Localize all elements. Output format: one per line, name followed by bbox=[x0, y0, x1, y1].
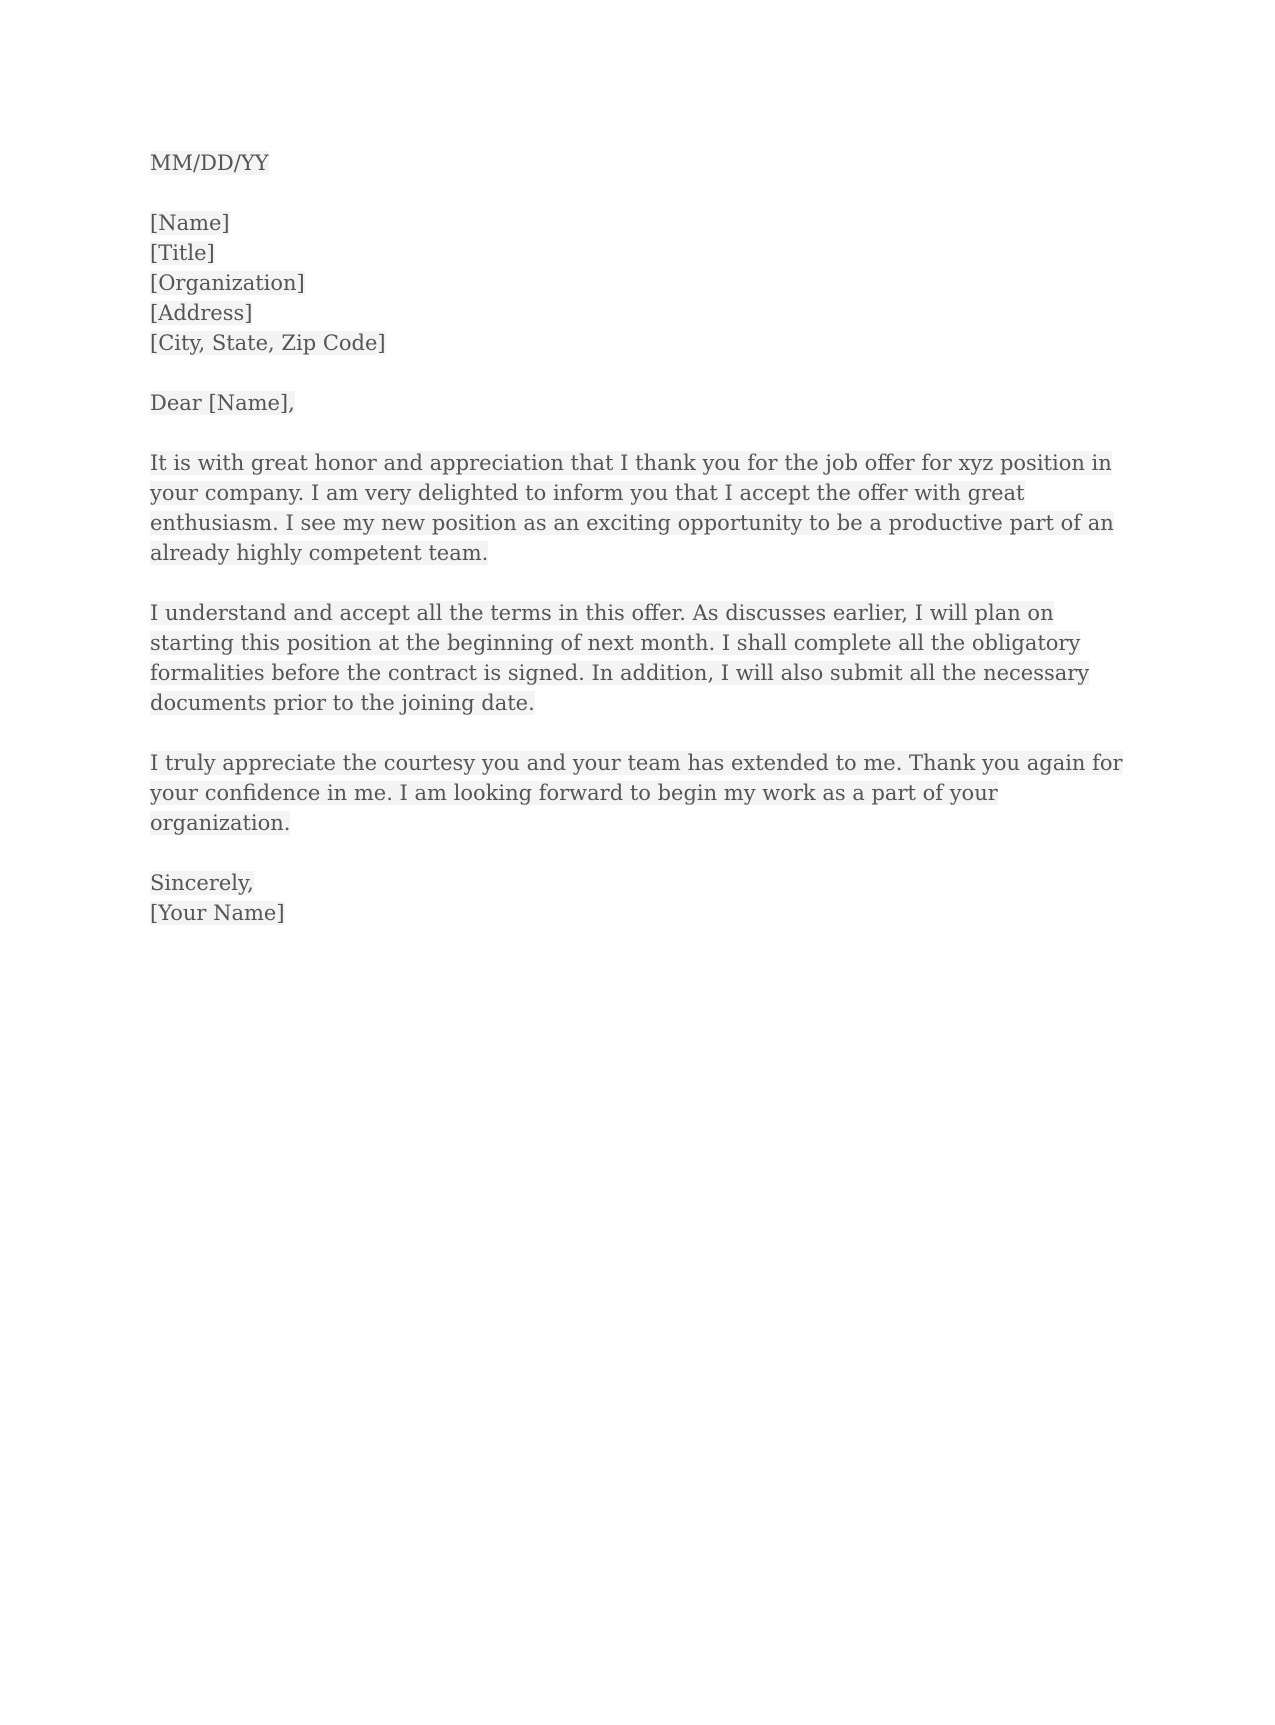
recipient-block bbox=[150, 208, 1130, 358]
signer-name: [Your Name] bbox=[150, 901, 285, 925]
closing-block bbox=[150, 868, 1130, 928]
recipient-address: [Address] bbox=[150, 301, 253, 325]
spacer bbox=[150, 178, 1130, 208]
spacer bbox=[150, 358, 1130, 388]
salutation-line bbox=[150, 388, 1130, 418]
salutation-text: Dear [Name], bbox=[150, 391, 295, 415]
spacer bbox=[150, 418, 1130, 448]
recipient-title: [Title] bbox=[150, 241, 215, 265]
body-paragraph-2 bbox=[150, 598, 1130, 718]
body-paragraph-3-text: I truly appreciate the courtesy you and your team has extended to me. Thank you again for your confidence in me. I am looking forward to begin my work as a part of your organization. bbox=[150, 751, 1123, 835]
spacer bbox=[150, 718, 1130, 748]
date-line bbox=[150, 148, 1130, 178]
spacer bbox=[150, 568, 1130, 598]
spacer bbox=[150, 838, 1130, 868]
body-paragraph-3 bbox=[150, 748, 1130, 838]
body-paragraph-1-text: It is with great honor and appreciation that I thank you for the job offer for xyz position in your company. I am very delighted to inform you that I accept the offer with great enthusiasm. I see my new position as an exciting opportunity to be a productive part of an already highly competent team. bbox=[150, 451, 1114, 565]
recipient-organization: [Organization] bbox=[150, 271, 305, 295]
recipient-city-state-zip: [City, State, Zip Code] bbox=[150, 331, 386, 355]
body-paragraph-2-text: I understand and accept all the terms in this offer. As discusses earlier, I will plan on starting this position at the beginning of next month. I shall complete all the obligatory formalities before the contract is signed. In addition, I will also submit all the necessary documents prior to the joining date. bbox=[150, 601, 1090, 715]
date-text: MM/DD/YY bbox=[150, 151, 269, 175]
body-paragraph-1 bbox=[150, 448, 1130, 568]
sign-off: Sincerely, bbox=[150, 871, 254, 895]
recipient-name: [Name] bbox=[150, 211, 230, 235]
letter-page bbox=[150, 148, 1130, 928]
